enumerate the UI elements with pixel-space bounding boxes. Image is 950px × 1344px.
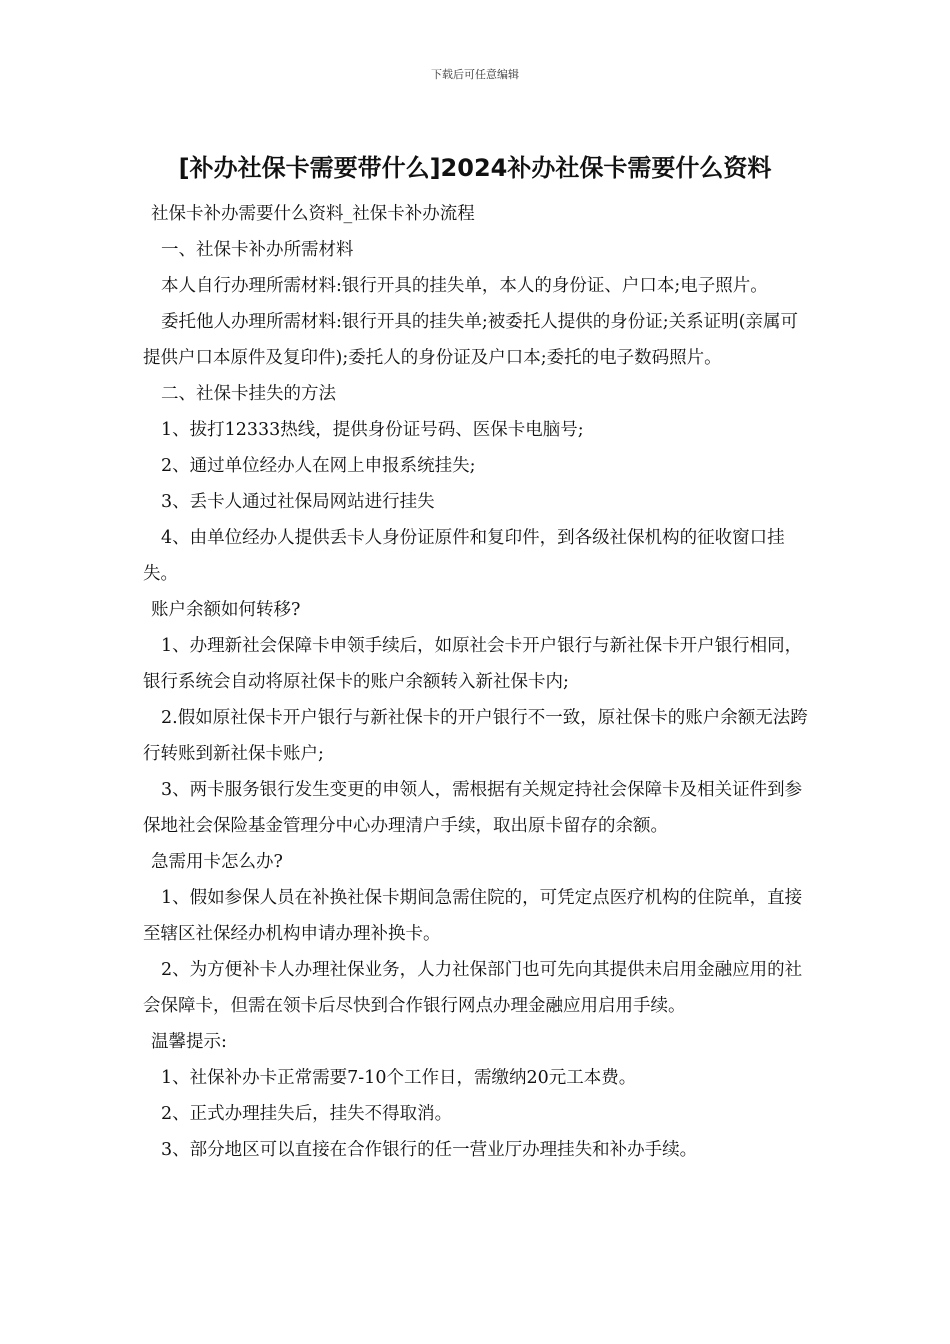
section-heading: 一、社保卡补办所需材料 [161, 240, 354, 260]
list-item: 2、为方便补卡人办理社保业务，人力社保部门也可先向其提供未启用金融应用的社会保障卡，但需在领卡后尽快到合作银行网点办理金融应用启用手续。 [143, 960, 803, 1016]
section-heading: 急需用卡怎么办? [151, 852, 283, 872]
list-item: 2、正式办理挂失后，挂失不得取消。 [161, 1104, 453, 1124]
list-item: 1、假如参保人员在补换社保卡期间急需住院的，可凭定点医疗机构的住院单，直接至辖区社保经办机构申请办理补换卡。 [143, 888, 803, 944]
body-paragraph: 委托他人办理所需材料:银行开具的挂失单;被委托人提供的身份证;关系证明(亲属可提供户口本原件及复印件);委托人的身份证及户口本;委托的电子数码照片。 [143, 312, 799, 368]
body-paragraph: 本人自行办理所需材料:银行开具的挂失单，本人的身份证、户口本;电子照片。 [161, 276, 768, 296]
list-item: 2.假如原社保卡开户银行与新社保卡的开户银行不一致，原社保卡的账户余额无法跨行转账到新社保卡账户; [143, 708, 808, 764]
list-item: 1、办理新社会保障卡申领手续后，如原社会卡开户银行与新社保卡开户银行相同，银行系统会自动将原社保卡的账户余额转入新社保卡内; [143, 636, 803, 692]
document-title: [补办社保卡需要带什么]2024补办社保卡需要什么资料 [178, 154, 772, 182]
list-item: 2、通过单位经办人在网上申报系统挂失; [161, 456, 476, 476]
section-heading: 账户余额如何转移? [151, 600, 301, 620]
section-heading: 温馨提示: [151, 1032, 227, 1052]
document-body [143, 196, 811, 1168]
list-item: 1、拔打12333热线，提供身份证号码、医保卡电脑号; [161, 420, 584, 440]
list-item: 1、社保补办卡正常需要7-10个工作日，需缴纳20元工本费。 [161, 1068, 637, 1088]
section-heading: 二、社保卡挂失的方法 [161, 384, 336, 404]
list-item: 3、两卡服务银行发生变更的申领人，需根据有关规定持社会保障卡及相关证件到参保地社会保险基金管理分中心办理清户手续，取出原卡留存的余额。 [143, 780, 803, 836]
list-item: 3、丢卡人通过社保局网站进行挂失 [161, 492, 435, 512]
list-item: 4、由单位经办人提供丢卡人身份证原件和复印件，到各级社保机构的征收窗口挂失。 [143, 528, 785, 584]
subtitle-paragraph: 社保卡补办需要什么资料_社保卡补办流程 [151, 204, 475, 224]
header-note: 下载后可任意编辑 [431, 68, 519, 81]
list-item: 3、部分地区可以直接在合作银行的任一营业厅办理挂失和补办手续。 [161, 1140, 698, 1160]
